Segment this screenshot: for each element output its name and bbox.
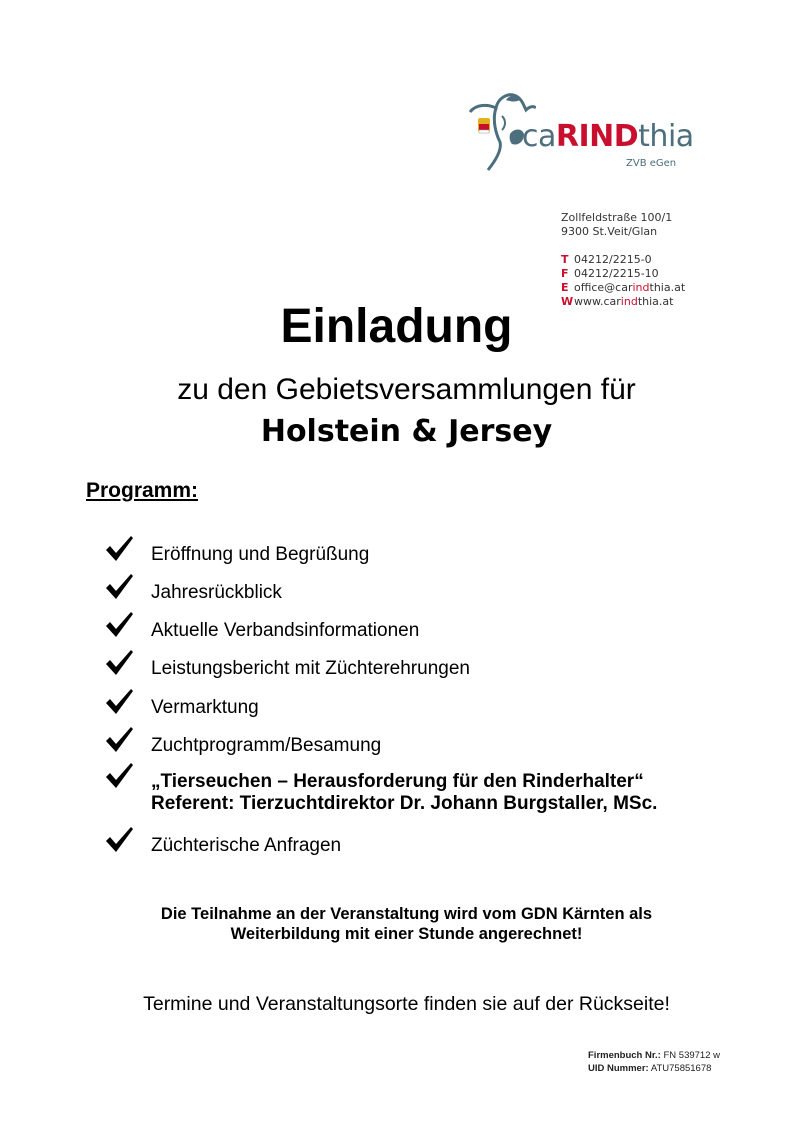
- check-icon: [104, 687, 134, 717]
- program-item-text: Eröffnung und Begrüßung: [151, 544, 370, 565]
- registry-fn-label: Firmenbuch Nr.:: [588, 1050, 661, 1061]
- training-notice-line1: Die Teilnahme an der Veranstaltung wird vom GDN Kärnten als: [160, 905, 653, 923]
- program-item-text: Leistungsbericht mit Züchterehrungen: [151, 658, 470, 679]
- logo-wordmark-post: thia: [638, 119, 694, 154]
- contact-web-label: W: [561, 295, 574, 308]
- contact-email-label: E: [561, 281, 569, 294]
- program-item-text: Jahresrückblick: [151, 582, 282, 603]
- registry-uid-label: UID Nummer:: [588, 1063, 649, 1074]
- contact-email-row[interactable]: [561, 281, 685, 295]
- contact-email-mid: ind: [632, 281, 650, 294]
- registry-fn-value: FN 539712 w: [663, 1050, 720, 1061]
- check-icon: [104, 761, 134, 791]
- document-subtitle: zu den Gebietsversammlungen für: [177, 373, 636, 406]
- logo-wordmark-pre: ca: [522, 119, 556, 154]
- contact-email-pre: office@car: [574, 281, 633, 294]
- registry-fn-row: [588, 1049, 720, 1062]
- contact-phone-label: T: [561, 253, 569, 266]
- check-icon: [104, 534, 134, 564]
- contact-spacer: [561, 239, 685, 253]
- logo-wordmark: [522, 119, 694, 154]
- program-item-text: [151, 771, 657, 815]
- contact-web-mid: ind: [620, 295, 638, 308]
- program-item-text: Zuchtprogramm/Besamung: [151, 735, 382, 756]
- program-item-speaker: Referent: Tierzuchtdirektor Dr. Johann Burgstaller, MSc.: [151, 793, 658, 814]
- program-heading: Programm:: [86, 479, 199, 502]
- program-item-text: Aktuelle Verbandsinformationen: [151, 620, 420, 641]
- training-notice: [0, 904, 793, 944]
- contact-phone: 04212/2215-0: [574, 253, 652, 266]
- document-title: Einladung: [280, 300, 513, 353]
- company-logo: [466, 90, 716, 175]
- contact-street: Zollfeldstraße 100/1: [561, 211, 673, 224]
- program-item-lecture-title: „Tierseuchen – Herausforderung für den Rinderhalter“: [151, 771, 644, 792]
- check-icon: [104, 825, 134, 855]
- contact-email-post: thia.at: [649, 281, 686, 294]
- company-registry: [588, 1049, 720, 1075]
- registry-uid-value: ATU75851678: [650, 1063, 712, 1074]
- program-item-text: Züchterische Anfragen: [151, 835, 342, 856]
- check-icon: [104, 572, 134, 602]
- logo-subtitle: ZVB eGen: [626, 158, 677, 169]
- program-item-text: Vermarktung: [151, 697, 259, 718]
- logo-wordmark-mid: RIND: [555, 119, 639, 154]
- check-icon: [104, 725, 134, 755]
- contact-city: 9300 St.Veit/Glan: [561, 225, 658, 238]
- contact-block: [561, 211, 685, 309]
- contact-fax-row: [561, 267, 685, 281]
- contact-phone-row: [561, 253, 685, 267]
- check-icon: [104, 610, 134, 640]
- contact-fax: 04212/2215-10: [574, 267, 659, 280]
- check-icon: [104, 648, 134, 678]
- contact-web-post: thia.at: [637, 295, 674, 308]
- contact-fax-label: F: [561, 267, 569, 280]
- registry-uid-row: [588, 1062, 720, 1075]
- training-notice-line2: Weiterbildung mit einer Stunde angerechnet!: [230, 925, 583, 943]
- contact-web-pre: www.car: [574, 295, 621, 308]
- breed-heading: Holstein & Jersey: [260, 414, 553, 449]
- backside-hint: Termine und Veranstaltungsorte finden sie auf der Rückseite!: [143, 993, 670, 1015]
